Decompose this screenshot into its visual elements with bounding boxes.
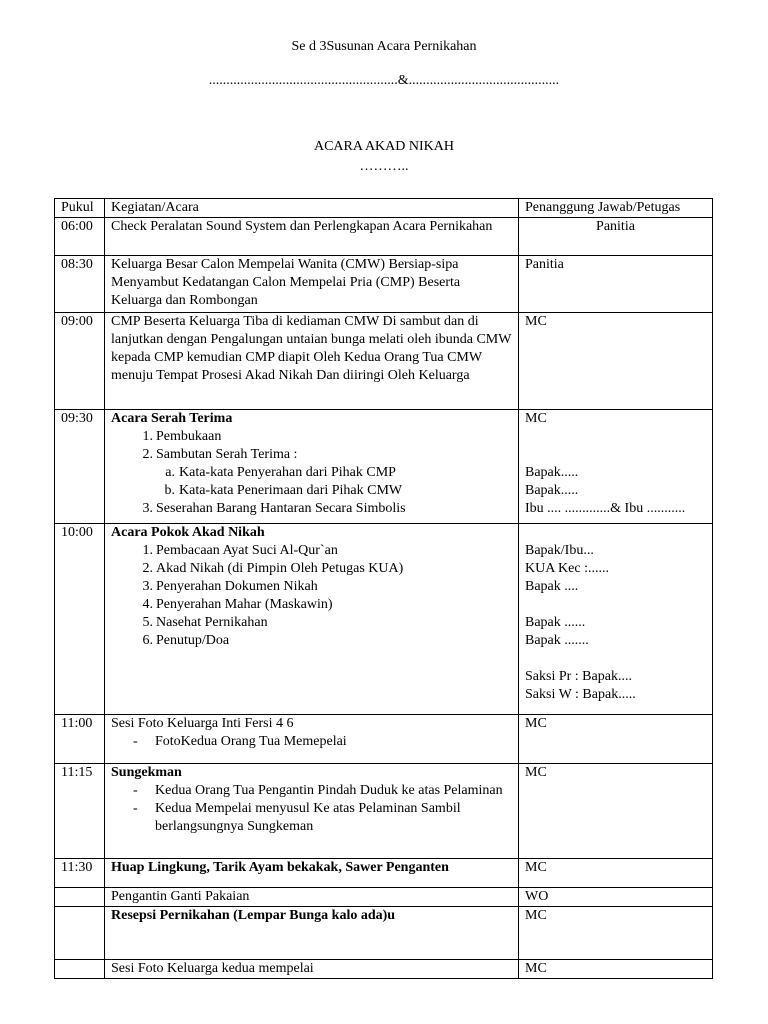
- row-pj: Panitia: [519, 256, 713, 313]
- activity-list: [111, 428, 512, 518]
- activity-list: [111, 542, 512, 650]
- table-row: [55, 960, 713, 979]
- row-time: 09:30: [55, 410, 105, 524]
- table-row: [55, 524, 713, 715]
- row-activity: [105, 715, 519, 764]
- table-row: [55, 218, 713, 256]
- list-item: 5. Nasehat Pernikahan: [142, 615, 268, 630]
- section-heading: Acara Pokok Akad Nikah: [111, 525, 265, 540]
- list-item: - Kedua Mempelai menyusul Ke atas Pelaminan Sambil berlangsungnya Sungkeman: [133, 801, 461, 834]
- header-penanggung-jawab: Penanggung Jawab/Petugas: [519, 199, 713, 218]
- row-pj: MC: [519, 313, 713, 410]
- list-item: 1. Pembukaan: [142, 429, 222, 444]
- row-pj: MC: [519, 715, 713, 764]
- table-row: [55, 410, 713, 524]
- row-pj: MC: [519, 960, 713, 979]
- page-subtitle: ………..: [359, 159, 409, 174]
- list-item: b. Kata-kata Penerimaan dari Pihak CMW: [164, 483, 403, 498]
- row-activity: Sesi Foto Keluarga kedua mempelai: [105, 960, 519, 979]
- list-item: 3. Seserahan Barang Hantaran Secara Simbolis: [142, 501, 406, 516]
- row-time: [55, 888, 105, 907]
- row-pj: MC: [519, 764, 713, 859]
- row-time: [55, 907, 105, 960]
- row-time: 09:00: [55, 313, 105, 410]
- section-heading: Sungekman: [111, 765, 182, 780]
- row-time: 06:00: [55, 218, 105, 256]
- list-item: 6. Penutup/Doa: [142, 633, 230, 648]
- schedule-table: [54, 198, 713, 979]
- table-row: [55, 764, 713, 859]
- list-item: 3. Penyerahan Dokumen Nikah: [142, 579, 318, 594]
- row-pj: MC: [519, 907, 713, 960]
- couple-names-placeholder: ......................................................&...........................................: [208, 73, 560, 88]
- section-heading: Acara Serah Terima: [111, 411, 233, 426]
- list-item: - FotoKedua Orang Tua Memepelai: [133, 734, 347, 749]
- list-item: - Kedua Orang Tua Pengantin Pindah Duduk ke atas Pelaminan: [133, 783, 503, 798]
- header-kegiatan: Kegiatan/Acara: [105, 199, 519, 218]
- table-row: [55, 888, 713, 907]
- activity-list: [111, 782, 512, 836]
- row-time: [55, 960, 105, 979]
- activity-list: [111, 733, 512, 751]
- row-time: 08:30: [55, 256, 105, 313]
- row-activity: [105, 764, 519, 859]
- list-item: 1. Pembacaan Ayat Suci Al-Qur`an: [142, 543, 338, 558]
- row-time: 11:30: [55, 859, 105, 888]
- row-activity: Resepsi Pernikahan (Lempar Bunga kalo ada)u: [105, 907, 519, 960]
- table-header-row: [55, 199, 713, 218]
- row-activity: Check Peralatan Sound System dan Perlengkapan Acara Pernikahan: [105, 218, 519, 256]
- section-heading: Sesi Foto Keluarga Inti Fersi 4 6: [111, 716, 294, 731]
- header-pukul: Pukul: [55, 199, 105, 218]
- row-activity: [105, 410, 519, 524]
- table-row: [55, 313, 713, 410]
- row-pj: Panitia: [519, 218, 713, 256]
- row-time: 10:00: [55, 524, 105, 715]
- row-pj: Bapak/Ibu... KUA Kec :...... Bapak .... Bapak ...... Bapak ....... Saksi Pr : Bapak.... Saksi W : Bapak.....: [519, 524, 713, 715]
- row-activity: [105, 524, 519, 715]
- row-activity: CMP Beserta Keluarga Tiba di kediaman CMW Di sambut dan di lanjutkan dengan Pengalungan untaian bunga melati oleh ibunda CMW kepada CMP kemudian CMP diapit Oleh Kedua Orang Tua CMW menuju Tempat Prosesi Akad Nikah Dan diiringi Oleh Keluarga: [105, 313, 519, 410]
- list-item: 2. Akad Nikah (di Pimpin Oleh Petugas KUA): [142, 561, 404, 576]
- document-header: Se d 3Susunan Acara Pernikahan: [291, 39, 477, 54]
- list-item: 2. Sambutan Serah Terima :: [142, 447, 298, 462]
- table-row: [55, 256, 713, 313]
- row-pj: MC Bapak..... Bapak..... Ibu .... .............& Ibu ...........: [519, 410, 713, 524]
- row-pj: WO: [519, 888, 713, 907]
- row-time: 11:00: [55, 715, 105, 764]
- table-row: [55, 715, 713, 764]
- row-pj: MC: [519, 859, 713, 888]
- page-title: ACARA AKAD NIKAH: [313, 139, 454, 154]
- table-row: [55, 859, 713, 888]
- list-item: a. Kata-kata Penyerahan dari Pihak CMP: [165, 465, 396, 480]
- list-item: 4. Penyerahan Mahar (Maskawin): [142, 597, 333, 612]
- row-time: 11:15: [55, 764, 105, 859]
- row-activity: Huap Lingkung, Tarik Ayam bekakak, Sawer Penganten: [105, 859, 519, 888]
- table-row: [55, 907, 713, 960]
- row-activity: Pengantin Ganti Pakaian: [105, 888, 519, 907]
- row-activity: Keluarga Besar Calon Mempelai Wanita (CMW) Bersiap-sipa Menyambut Kedatangan Calon Mempelai Pria (CMP) Beserta Keluarga dan Rombongan: [105, 256, 519, 313]
